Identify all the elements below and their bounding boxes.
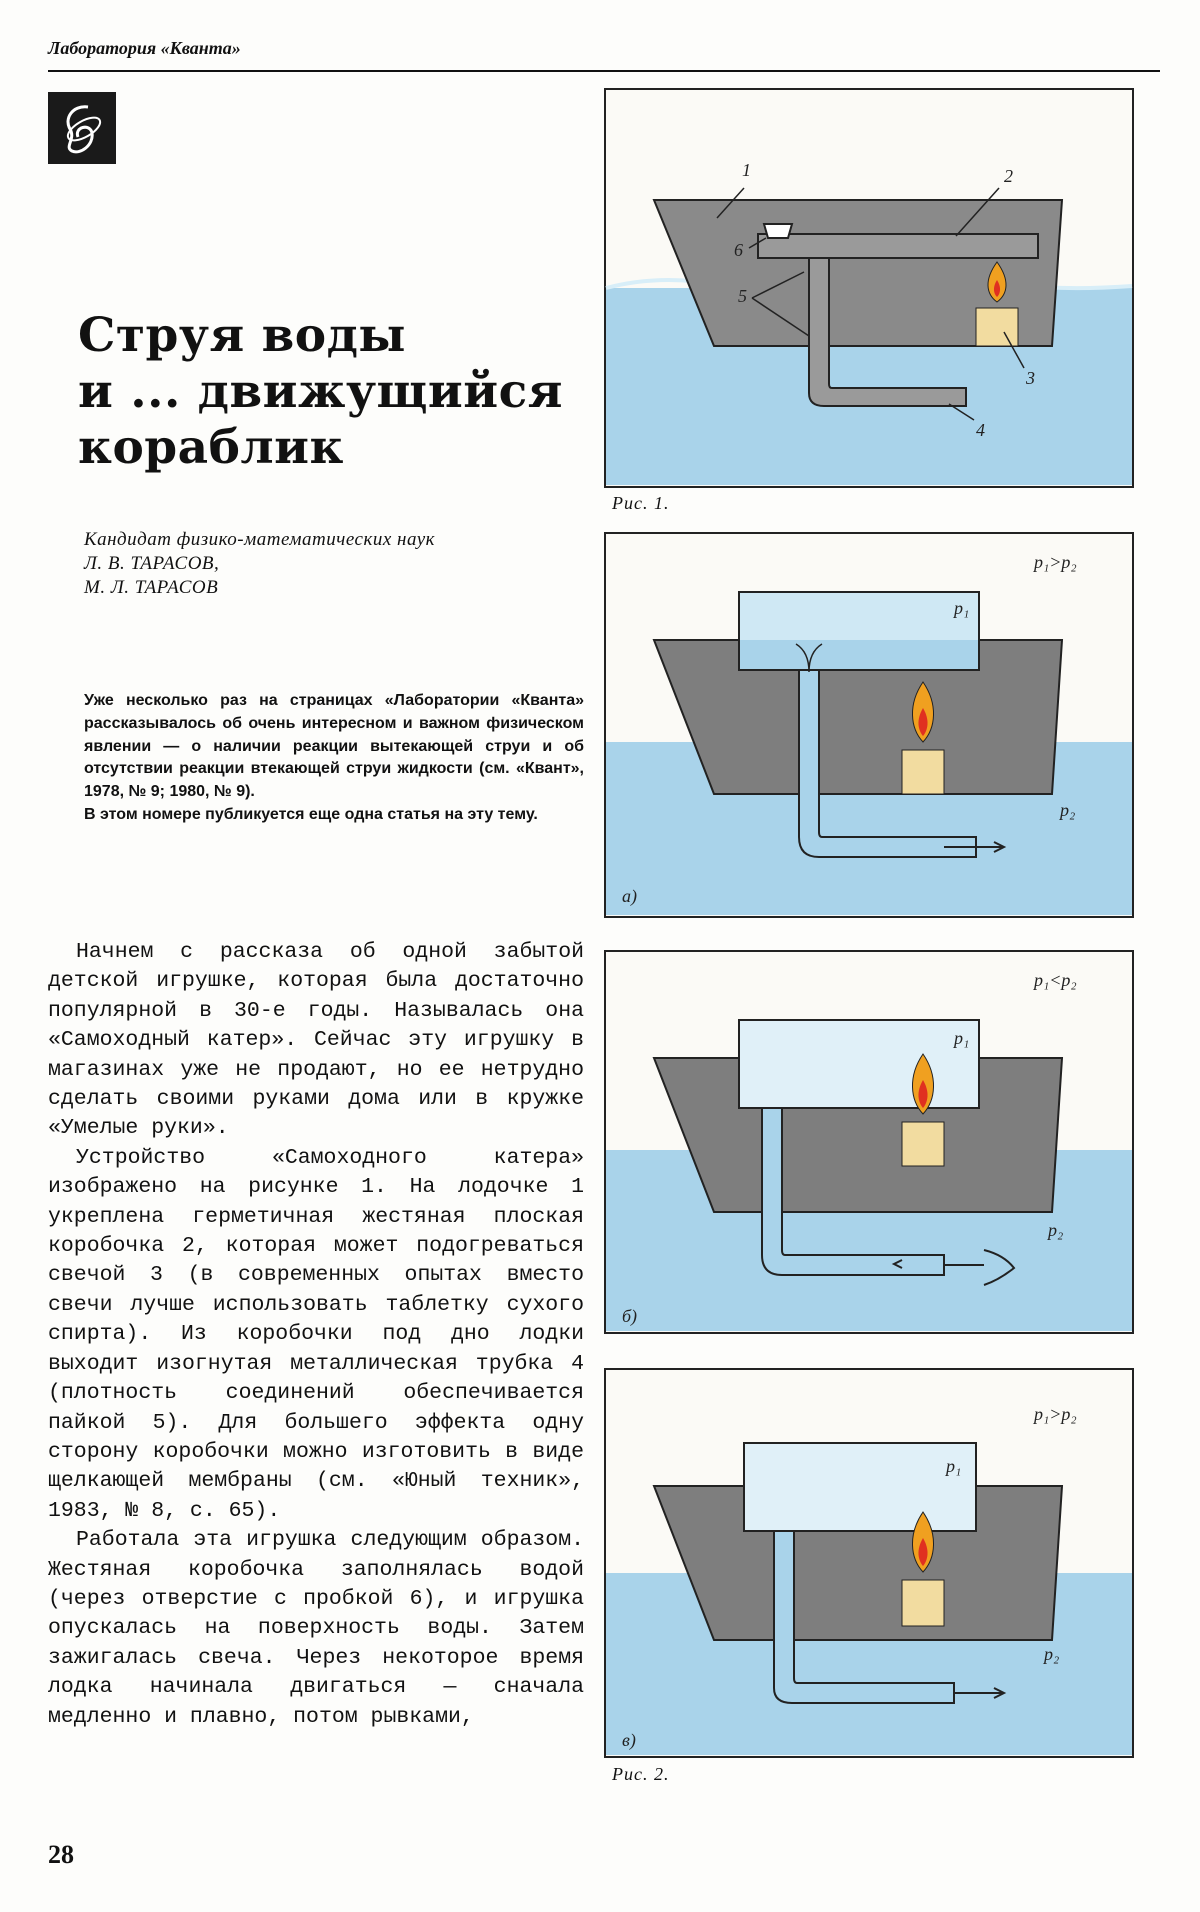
figure-2b bbox=[604, 950, 1134, 1334]
page-number: 28 bbox=[48, 1840, 74, 1869]
title-line: кораблик bbox=[78, 420, 344, 475]
fig1-label: 5 bbox=[738, 286, 747, 306]
fig2b-p1: p₁ bbox=[954, 1028, 970, 1048]
authors-block bbox=[84, 528, 584, 600]
body-paragraph: Работала эта игрушка следующим образом. Жестяная коробочка заполнялась водой (через отверстие с пробкой 6), и игрушка опускалась на поверхность воды. Затем зажигалась свеча. Через некоторое время лодка начинала двигаться — сначала медленно и плавно, потом рывками, bbox=[48, 1528, 584, 1729]
fig2b-letter: б) bbox=[622, 1306, 638, 1326]
magazine-logo bbox=[48, 92, 116, 164]
author-name: Л. В. ТАРАСОВ, bbox=[84, 553, 220, 574]
logo-emblem-icon bbox=[54, 99, 110, 157]
body-paragraph: Устройство «Самоходного катера» изображено на рисунке 1. На лодочке 1 укреплена герметичная жестяная плоская коробочка 2, которая может подогреваться свечой 3 (в современных опытах вместо свечи лучше использовать таблетку сухого спирта). Из коробочки под дно лодки выходит изогнутая металлическая трубка 4 (плотность соединений обеспечивается пайкой 5). Для большего эффекта одну сторону коробочки можно изготовить в виде щелкающей мембраны (см. «Юный техник», 1983, № 8, с. 65). bbox=[48, 1145, 584, 1523]
fig2a-p2: p₂ bbox=[1060, 800, 1076, 820]
title-line: Струя воды bbox=[78, 308, 407, 363]
section-header: Лаборатория «Кванта» bbox=[48, 38, 241, 58]
fig1-label: 4 bbox=[976, 420, 985, 440]
fig1-label: 2 bbox=[1004, 166, 1013, 186]
intro-paragraph: Уже несколько раз на страницах «Лаборатории «Кванта» рассказывалось об очень интересном и важном физическом явлении — о наличии реакции вытекающей струи и об отсутствии реакции втекающей струи жидкости (см. «Квант», 1978, № 9; 1980, № 9). bbox=[84, 692, 584, 801]
fig2c-p1: p₁ bbox=[946, 1456, 962, 1476]
fig2a-p1: p₁ bbox=[954, 598, 970, 618]
author-name: М. Л. ТАРАСОВ bbox=[84, 577, 219, 598]
fig2c-condition: p₁>p₂ bbox=[1034, 1404, 1077, 1424]
article-body bbox=[48, 938, 584, 1732]
body-paragraph: Начнем с рассказа об одной забытой детской игрушке, которая была достаточно популярной в 30-е годы. Называлась она «Самоходный катер». Сейчас эту игрушку в магазинах уже не продают, но ее нетрудно сделать своими руками дома или в кружке «Умелые руки». bbox=[48, 940, 584, 1141]
author-degree: Кандидат физико-математических наук bbox=[84, 529, 436, 550]
fig2-caption: Рис. 2. bbox=[612, 1764, 670, 1784]
fig1-label: 3 bbox=[1026, 368, 1035, 388]
fig2c-letter: в) bbox=[622, 1730, 636, 1750]
fig2b-p2: p₂ bbox=[1048, 1220, 1064, 1240]
fig2a-condition: p₁>p₂ bbox=[1034, 552, 1077, 572]
header-rule bbox=[48, 70, 1160, 72]
fig1-caption: Рис. 1. bbox=[612, 493, 670, 513]
figure-2a bbox=[604, 532, 1134, 918]
figure-1 bbox=[604, 88, 1134, 488]
figure-2c bbox=[604, 1368, 1134, 1758]
fig2c-p2: p₂ bbox=[1044, 1644, 1060, 1664]
intro-block bbox=[84, 690, 584, 827]
article-title bbox=[78, 308, 598, 476]
fig2a-letter: а) bbox=[622, 886, 637, 906]
intro-paragraph: В этом номере публикуется еще одна статья на эту тему. bbox=[84, 805, 538, 823]
fig1-label: 6 bbox=[734, 240, 743, 260]
title-line: и ... движущийся bbox=[78, 364, 563, 419]
fig2b-condition: p₁<p₂ bbox=[1034, 970, 1077, 990]
fig1-label: 1 bbox=[742, 160, 751, 180]
